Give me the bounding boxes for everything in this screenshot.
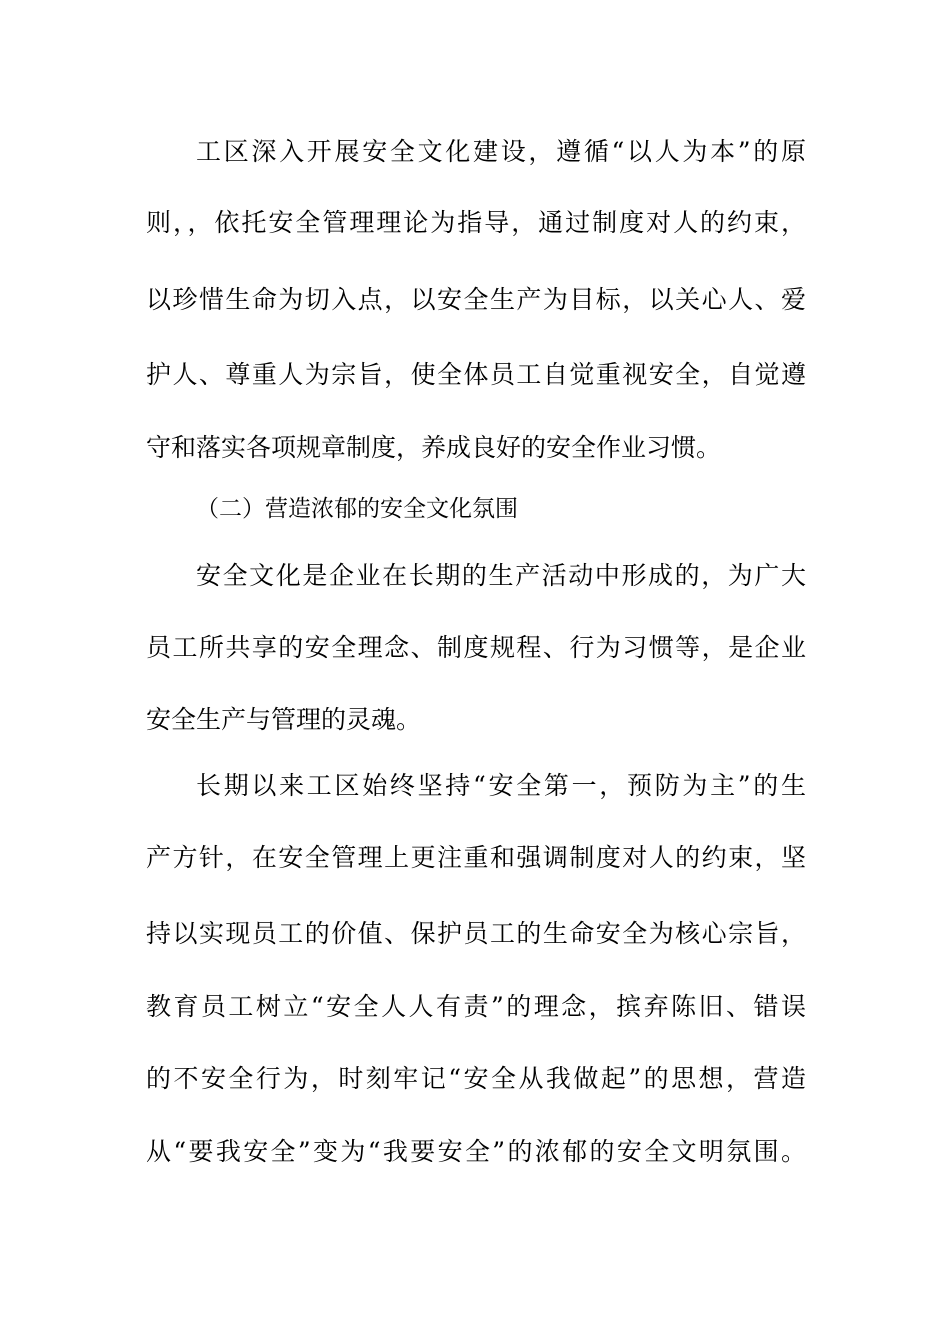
paragraph-3-line-4: 教育员工树立“安全人人有责”的理念，摈弃陈旧、错误 bbox=[146, 992, 806, 1021]
paragraph-3-line-2: 产方针，在安全管理上更注重和强调制度对人的约束，坚 bbox=[146, 843, 806, 872]
paragraph-1-line-3: 以珍惜生命为切入点，以安全生产为目标，以关心人、爱 bbox=[146, 285, 806, 314]
paragraph-1-line-4: 护人、尊重人为宗旨，使全体员工自觉重视安全，自觉遵 bbox=[146, 360, 806, 389]
paragraph-3-line-5: 的不安全行为，时刻牢记“安全从我做起”的思想，营造 bbox=[146, 1064, 806, 1093]
section-heading: （二）营造浓郁的安全文化氛围 bbox=[196, 496, 518, 522]
paragraph-2-line-1: 安全文化是企业在长期的生产活动中形成的，为广大 bbox=[196, 561, 806, 590]
paragraph-2-line-2: 员工所共享的安全理念、制度规程、行为习惯等，是企业 bbox=[146, 633, 806, 662]
paragraph-3-line-6: 从“要我安全”变为“我要安全”的浓郁的安全文明氛围。 bbox=[146, 1137, 806, 1166]
paragraph-1-line-1: 工区深入开展安全文化建设，遵循“以人为本”的原 bbox=[196, 137, 806, 166]
paragraph-1-line-5: 守和落实各项规章制度，养成良好的安全作业习惯。 bbox=[146, 433, 722, 462]
paragraph-2-line-3: 安全生产与管理的灵魂。 bbox=[146, 705, 422, 734]
paragraph-3-line-3: 持以实现员工的价值、保护员工的生命安全为核心宗旨， bbox=[146, 919, 806, 948]
paragraph-3-line-1: 长期以来工区始终坚持“安全第一，预防为主”的生 bbox=[196, 771, 806, 800]
paragraph-1-line-2: 则，，依托安全管理理论为指导，通过制度对人的约束， bbox=[146, 208, 806, 237]
